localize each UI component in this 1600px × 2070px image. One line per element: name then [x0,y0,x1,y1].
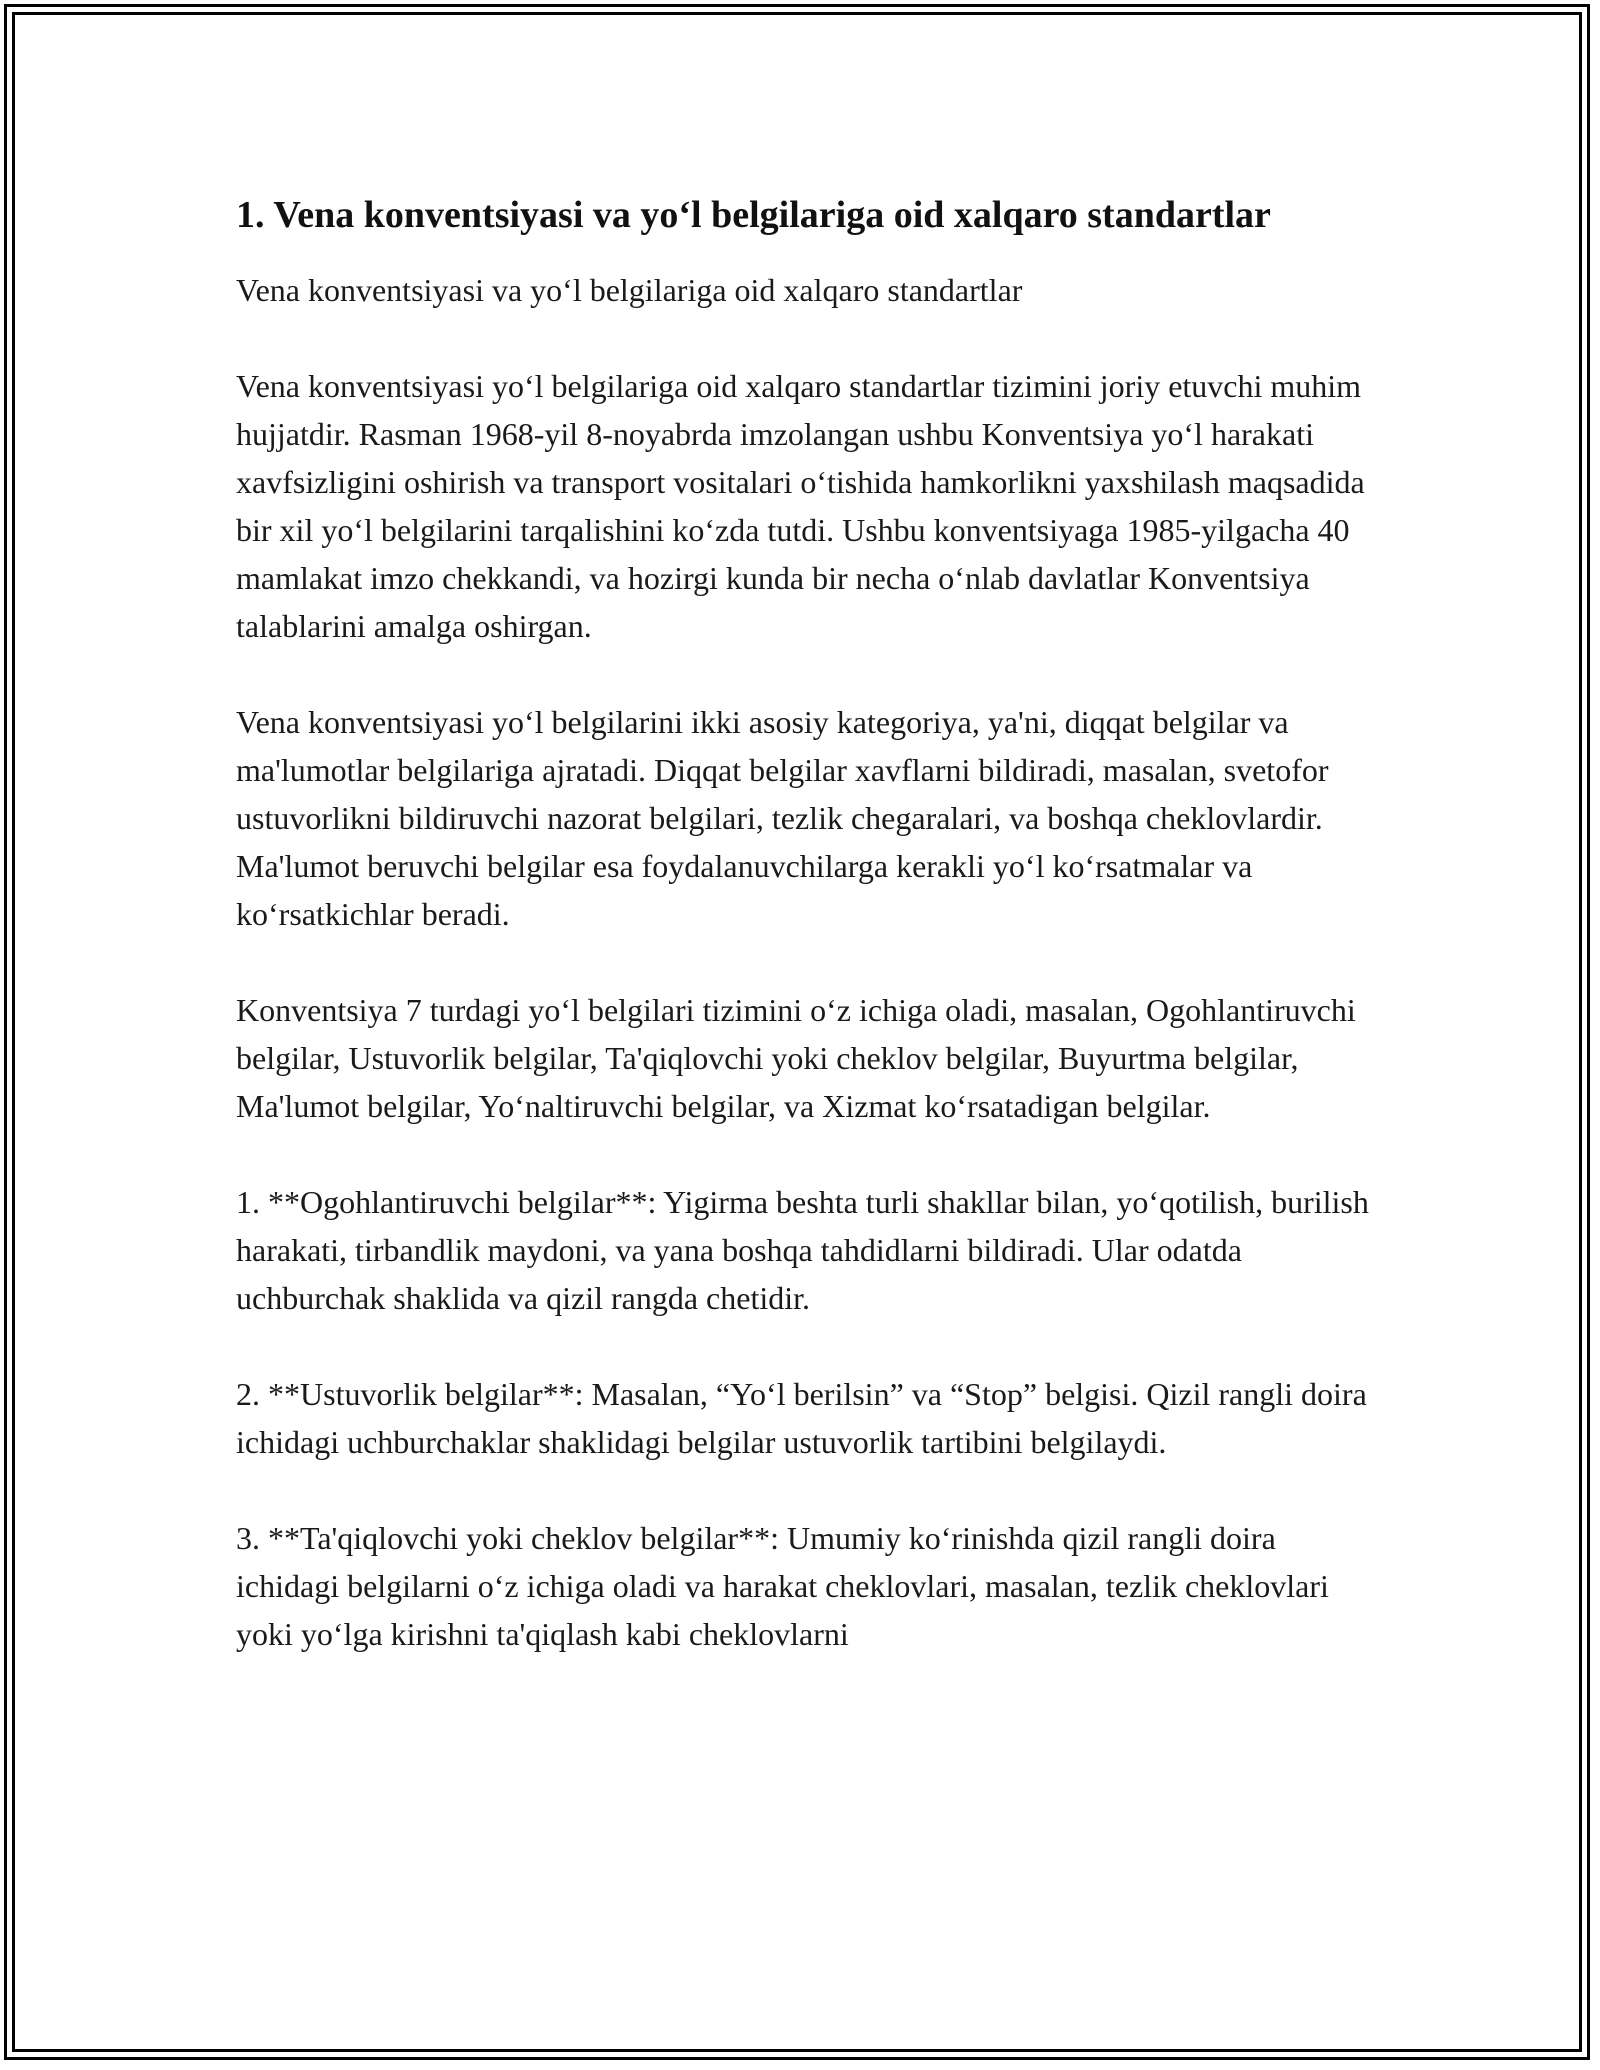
list-item-prohibitory-signs: 3. **Ta'qiqlovchi yoki cheklov belgilar**: Umumiy ko‘rinishda qizil rangli doira ichidagi belgilarni o‘z ichiga oladi va harakat cheklovlari, masalan, tezlik cheklovlari yoki yo‘lga kirishni ta'qiqlash kabi cheklovlarni [236,1520,1329,1652]
intro-paragraph: Vena konventsiyasi yo‘l belgilariga oid xalqaro standartlar tizimini joriy etuvchi muhim hujjatdir. Rasman 1968-yil 8-noyabrda imzolangan ushbu Konventsiya yo‘l harakati xavfsizligini oshirish va transport vositalari o‘tishida hamkorlikni yaxshilash maqsadida bir xil yo‘l belgilarini tarqalishini ko‘zda tutdi. Ushbu konventsiyaga 1985-yilgacha 40 mamlakat imzo chekkandi, va hozirgi kunda bir necha o‘nlab davlatlar Konventsiya talablarini amalga oshirgan. [236,368,1365,644]
categories-paragraph: Vena konventsiyasi yo‘l belgilarini ikki asosiy kategoriya, ya'ni, diqqat belgilar va ma'lumotlar belgilariga ajratadi. Diqqat belgilar xavflarni bildiradi, masalan, svetofor ustuvorlikni bildiruvchi nazorat belgilari, tezlik chegaralari, va boshqa cheklovlardir. Ma'lumot beruvchi belgilar esa foydalanuvchilarga kerakli yo‘l ko‘rsatmalar va ko‘rsatkichlar beradi. [236,704,1329,932]
subtitle-paragraph: Vena konventsiyasi va yo‘l belgilariga oid xalqaro standartlar [236,272,1023,308]
document-body [236,188,1386,1706]
page-title: 1. Vena konventsiyasi va yo‘l belgilariga oid xalqaro standartlar [236,194,1271,236]
list-item-priority-signs: 2. **Ustuvorlik belgilar**: Masalan, “Yo‘l berilsin” va “Stop” belgisi. Qizil rangli doira ichidagi uchburchaklar shaklidagi belgilar ustuvorlik tartibini belgilaydi. [236,1376,1367,1460]
list-item-warning-signs: 1. **Ogohlantiruvchi belgilar**: Yigirma beshta turli shakllar bilan, yo‘qotilish, burilish harakati, tirbandlik maydoni, va yana boshqa tahdidlarni bildiradi. Ular odatda uchburchak shaklida va qizil rangda chetidir. [236,1184,1369,1316]
sign-types-paragraph: Konventsiya 7 turdagi yo‘l belgilari tizimini o‘z ichiga oladi, masalan, Ogohlantiruvchi belgilar, Ustuvorlik belgilar, Ta'qiqlovchi yoki cheklov belgilar, Buyurtma belgilar, Ma'lumot belgilar, Yo‘naltiruvchi belgilar, va Xizmat ko‘rsatadigan belgilar. [236,992,1356,1124]
